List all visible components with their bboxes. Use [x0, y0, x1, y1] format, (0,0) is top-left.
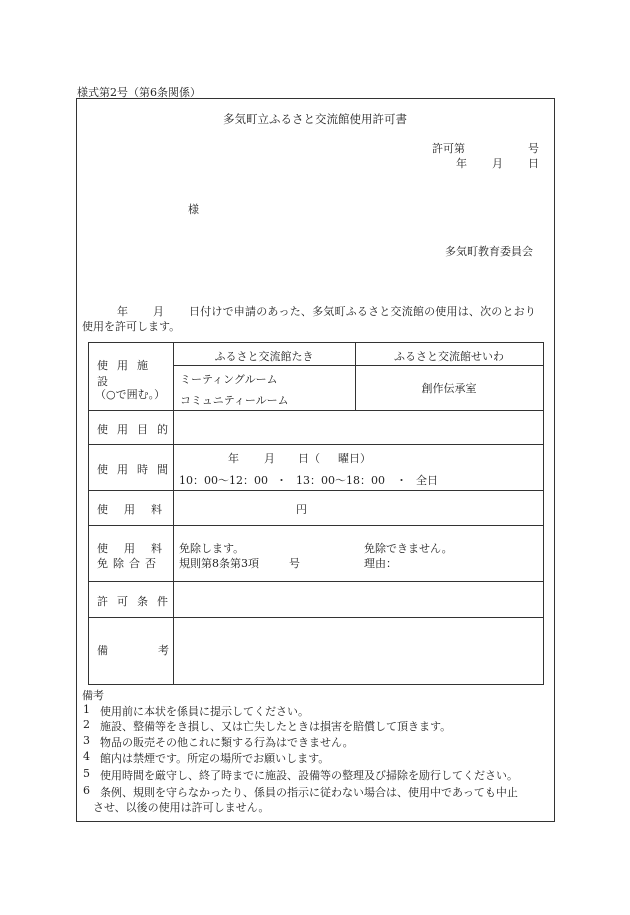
- separator-dot: ・: [396, 474, 407, 487]
- note-text: 施設、整備等をき損し、又は亡失したときは損害を賠償して頂きます。: [100, 720, 452, 733]
- remarks-label: 備考: [97, 644, 219, 657]
- room-community[interactable]: コミュニティールーム: [180, 394, 289, 407]
- intro-month: 月: [153, 305, 164, 318]
- note-number: 3: [83, 734, 90, 747]
- exempt-rule-suffix: 号: [289, 557, 300, 570]
- conditions-label: 許可条件: [97, 595, 177, 608]
- separator-dot: ・: [276, 474, 287, 487]
- time-weekday: 曜日）: [338, 452, 371, 465]
- note-text: 物品の販売その他これに類する行為はできません。: [100, 736, 354, 749]
- intro-text: 日付けで申請のあった、多気町ふるさと交流館の使用は、次のとおり: [189, 305, 537, 318]
- addressee-suffix: 様: [188, 203, 199, 216]
- time-slot-afternoon[interactable]: 13：00～18：00: [296, 474, 385, 487]
- fee-unit: 円: [296, 503, 307, 516]
- room-creative[interactable]: 創作伝承室: [421, 382, 477, 395]
- column-header-seiwa: ふるさと交流館せいわ: [394, 350, 504, 363]
- facility-note: （○で囲む。）: [95, 388, 166, 401]
- exempt-label-line1: 使用料: [97, 542, 178, 555]
- time-month: 月: [264, 452, 275, 465]
- date-day: 日: [528, 157, 539, 170]
- note-text: 条例、規則を守らなかったり、係員の指示に従わない場合は、使用中であっても中止: [100, 786, 518, 799]
- note-number: 5: [83, 767, 90, 780]
- exempt-rule: 規則第8条第3項: [179, 557, 259, 570]
- notes-heading: 備考: [82, 689, 104, 702]
- permit-number-label: 許可第: [432, 142, 465, 155]
- column-header-taki: ふるさと交流館たき: [214, 350, 314, 363]
- date-month: 月: [492, 157, 503, 170]
- note-text: 館内は禁煙です。所定の場所でお願いします。: [100, 752, 330, 765]
- note-text: 使用時間を厳守し、終了時までに施設、設備等の整理及び掃除を励行してください。: [100, 769, 518, 782]
- fee-label: 使用料: [97, 503, 178, 516]
- note-number: 1: [83, 703, 90, 716]
- exempt-reason: 理由：: [364, 557, 397, 570]
- note-number: 4: [83, 750, 90, 763]
- issuer: 多気町教育委員会: [445, 245, 533, 258]
- document-title: 多気町立ふるさと交流館使用許可書: [223, 112, 407, 126]
- permit-number-suffix: 号: [528, 142, 539, 155]
- time-slot-allday[interactable]: 全日: [416, 474, 438, 487]
- purpose-label: 使用目的: [97, 423, 177, 436]
- exempt-label-line2: 免除合否: [97, 557, 161, 570]
- time-slot-morning[interactable]: 10：00～12：00: [179, 474, 268, 487]
- note-6-continuation: させ、以後の使用は許可しません。: [93, 801, 270, 814]
- time-label: 使用時間: [97, 463, 177, 476]
- time-year: 年: [228, 452, 239, 465]
- remarks-field[interactable]: [176, 620, 540, 680]
- purpose-field[interactable]: [176, 413, 540, 441]
- form-code: 様式第2号（第6条関係）: [77, 86, 201, 99]
- room-meeting[interactable]: ミーティングルーム: [180, 373, 278, 386]
- facility-label: [97, 357, 165, 389]
- note-number: 6: [83, 784, 90, 797]
- note-text: 使用前に本状を係員に提示してください。: [100, 705, 309, 718]
- exempt-no[interactable]: 免除できません。: [364, 542, 453, 555]
- intro-year: 年: [117, 305, 128, 318]
- note-number: 2: [83, 718, 90, 731]
- facility-label-text: 使用施設: [97, 359, 157, 388]
- date-year: 年: [456, 157, 467, 170]
- conditions-field[interactable]: [176, 584, 540, 614]
- exempt-yes[interactable]: 免除します。: [179, 542, 245, 555]
- time-day: 日（: [298, 452, 320, 465]
- intro-text-line2: 使用を許可します。: [82, 320, 181, 333]
